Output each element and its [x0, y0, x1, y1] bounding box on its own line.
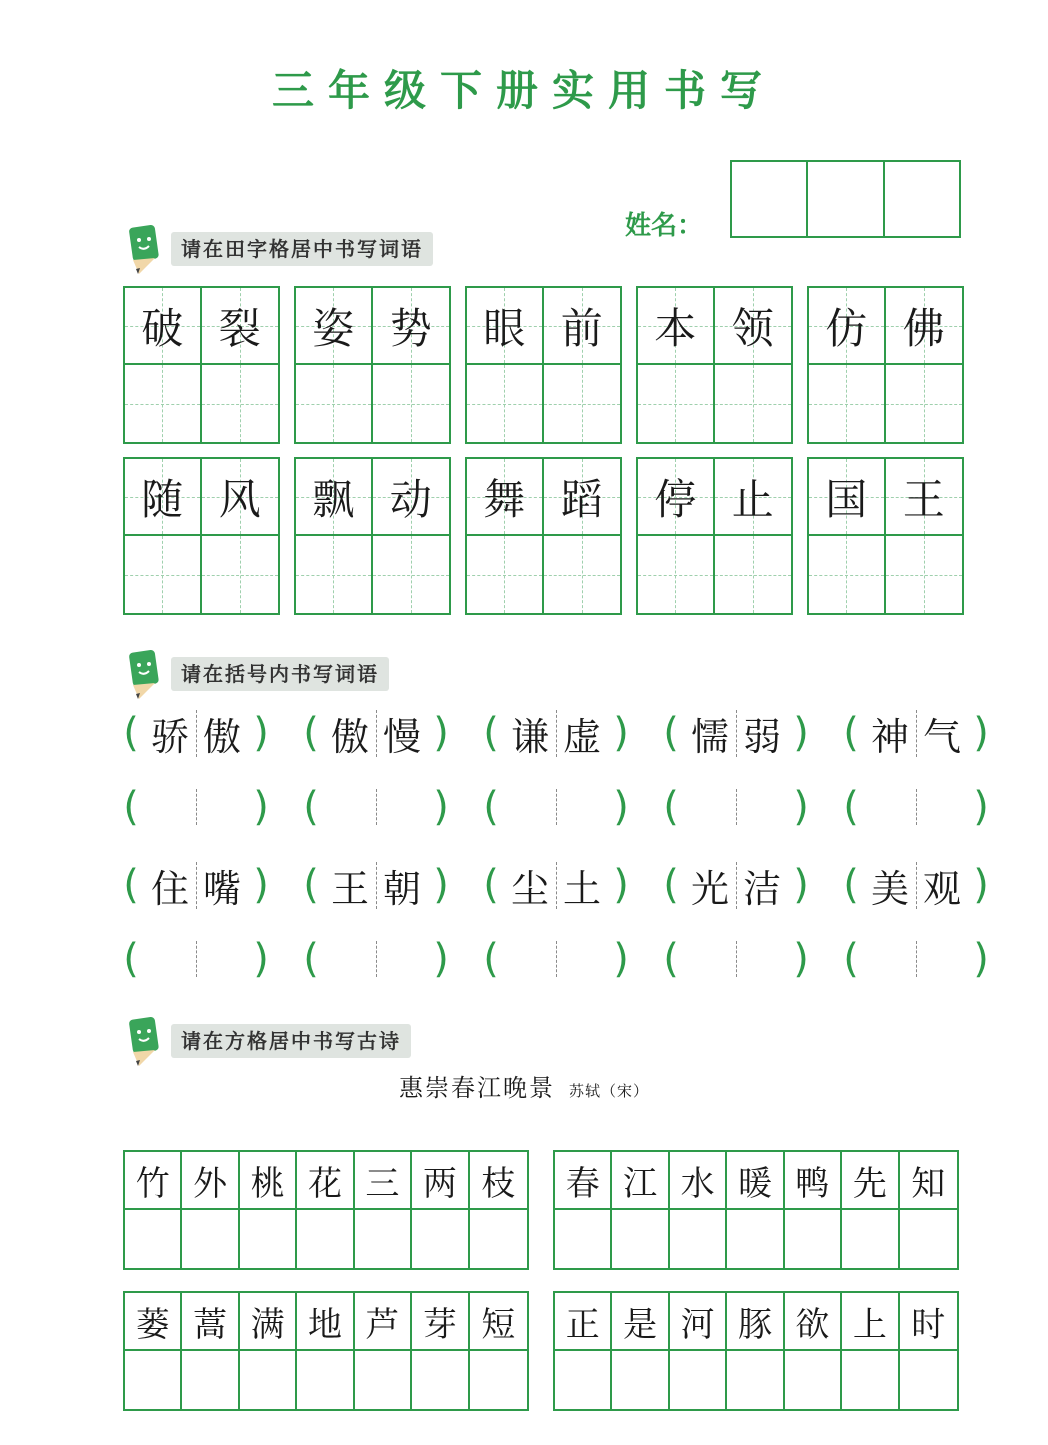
- tianzige-blank-cell[interactable]: [373, 536, 450, 613]
- name-box-2[interactable]: [808, 162, 884, 236]
- poem-char-cell: 暖: [727, 1152, 784, 1210]
- bracket-char: 光: [690, 866, 729, 911]
- poem-blank-cell[interactable]: [670, 1351, 727, 1409]
- poem-char-cell: 上: [842, 1293, 899, 1351]
- bracket-row-2-blank: [122, 932, 1022, 986]
- tianzige-char-cell: [809, 288, 886, 365]
- tianzige-blank-cell[interactable]: [809, 536, 886, 613]
- tianzige-char: 飘: [312, 474, 355, 524]
- poem-char-cell: 水: [670, 1152, 727, 1210]
- poem-blank-cell[interactable]: [125, 1351, 182, 1409]
- poem-char-cell: 正: [555, 1293, 612, 1351]
- poem-blank-cell[interactable]: [900, 1210, 957, 1268]
- left-paren: (: [303, 862, 319, 908]
- bracket-char: 住: [150, 866, 189, 911]
- poem-char-cell: 三: [355, 1152, 412, 1210]
- tianzige-blank-cell[interactable]: [886, 536, 963, 613]
- left-paren: (: [663, 936, 679, 982]
- right-paren: ): [433, 862, 449, 908]
- right-paren: ): [973, 710, 989, 756]
- poem-blank-cell[interactable]: [670, 1210, 727, 1268]
- tianzige-char: 佛: [902, 303, 945, 353]
- right-paren: ): [253, 936, 269, 982]
- poem-char-cell: 春: [555, 1152, 612, 1210]
- tianzige-row-2: [123, 457, 964, 615]
- tianzige-char: 势: [389, 303, 432, 353]
- tianzige-char: 国: [825, 474, 868, 524]
- bracket-word: [122, 706, 302, 760]
- bracket-char: 懦: [690, 714, 729, 759]
- right-paren: ): [253, 710, 269, 756]
- poem-blank-cell[interactable]: [727, 1351, 784, 1409]
- right-paren: ): [433, 710, 449, 756]
- tianzige-char: 眼: [483, 303, 526, 353]
- poem-line-4: [553, 1291, 959, 1411]
- poem-blank-cell[interactable]: [240, 1351, 297, 1409]
- page-title: 三年级下册实用书写: [271, 66, 776, 115]
- right-paren: ): [253, 784, 269, 830]
- tianzige-blank-cell[interactable]: [715, 365, 792, 442]
- poem-char-cell: 时: [900, 1293, 957, 1351]
- bracket-blank[interactable]: [842, 780, 1022, 834]
- pencil-icon: [125, 645, 165, 701]
- tianzige-blank-cell[interactable]: [125, 536, 202, 613]
- poem-char-cell: 桃: [240, 1152, 297, 1210]
- bracket-blank[interactable]: [662, 932, 842, 986]
- poem-author: 苏轼（宋）: [568, 1082, 649, 1100]
- bracket-char: 骄: [150, 714, 189, 759]
- left-paren: (: [123, 784, 139, 830]
- tianzige-blank-cell[interactable]: [202, 365, 279, 442]
- right-paren: ): [973, 936, 989, 982]
- poem-char-cell: 外: [182, 1152, 239, 1210]
- tianzige-char-cell: [886, 288, 963, 365]
- poem-char-cell: 芽: [412, 1293, 469, 1351]
- bracket-row-2: [122, 858, 1022, 912]
- bracket-write-area[interactable]: [504, 937, 608, 981]
- bracket-word: [662, 858, 842, 912]
- bracket-blank[interactable]: [482, 932, 662, 986]
- tianzige-blank-cell[interactable]: [809, 365, 886, 442]
- tianzige-char-cell: [202, 459, 279, 536]
- bracket-char: 傲: [330, 714, 369, 759]
- section-label-2: 请在括号内书写词语: [171, 657, 389, 691]
- poem-blank-cell[interactable]: [125, 1210, 182, 1268]
- bracket-word: [482, 706, 662, 760]
- right-paren: ): [613, 784, 629, 830]
- left-paren: (: [483, 862, 499, 908]
- bracket-blank[interactable]: [302, 780, 482, 834]
- poem-blank-cell[interactable]: [182, 1210, 239, 1268]
- bracket-word: [302, 858, 482, 912]
- tianzige-char: 蹈: [560, 474, 603, 524]
- bracket-char: 土: [562, 866, 601, 911]
- bracket-word: [302, 706, 482, 760]
- name-label: 姓名：: [625, 211, 704, 241]
- right-paren: ): [253, 862, 269, 908]
- poem-title-text: 惠崇春江晚景: [398, 1074, 555, 1102]
- tianzige-blank-cell[interactable]: [296, 536, 373, 613]
- bracket-chars: [324, 706, 428, 761]
- bracket-word: [842, 858, 1022, 912]
- poem-line-3: [123, 1291, 529, 1411]
- tianzige-char-cell: [373, 288, 450, 365]
- bracket-chars: [864, 706, 968, 761]
- bracket-blank[interactable]: [662, 780, 842, 834]
- poem-blank-cell[interactable]: [785, 1210, 842, 1268]
- left-paren: (: [483, 710, 499, 756]
- tianzige-blank-cell[interactable]: [544, 536, 621, 613]
- tianzige-char: 停: [654, 474, 697, 524]
- tianzige-blank-cell[interactable]: [715, 536, 792, 613]
- pencil-icon: [125, 220, 165, 276]
- tianzige-word: [636, 457, 793, 615]
- tianzige-char: 舞: [483, 474, 526, 524]
- bracket-chars: [684, 706, 788, 761]
- bracket-write-area[interactable]: [684, 937, 788, 981]
- bracket-word: [482, 858, 662, 912]
- tianzige-char: 随: [141, 474, 184, 524]
- name-box-1[interactable]: [732, 162, 808, 236]
- right-paren: ): [613, 710, 629, 756]
- tianzige-blank-cell[interactable]: [296, 365, 373, 442]
- section-label-1: 请在田字格居中书写词语: [171, 232, 433, 266]
- poem-char-cell: 两: [412, 1152, 469, 1210]
- bracket-char: 观: [922, 866, 961, 911]
- left-paren: (: [483, 936, 499, 982]
- tianzige-blank-cell[interactable]: [544, 365, 621, 442]
- poem-char-cell: 蒌: [125, 1293, 182, 1351]
- tianzige-blank-cell[interactable]: [125, 365, 202, 442]
- tianzige-word: [807, 286, 964, 444]
- bracket-char: 谦: [510, 714, 549, 759]
- poem-blank-cell[interactable]: [470, 1351, 527, 1409]
- left-paren: (: [303, 710, 319, 756]
- tianzige-char-cell: [715, 459, 792, 536]
- left-paren: (: [303, 936, 319, 982]
- bracket-chars: [144, 706, 248, 761]
- tianzige-row-1: [123, 286, 964, 444]
- poem-blank-cell[interactable]: [355, 1210, 412, 1268]
- tianzige-char-cell: [467, 459, 544, 536]
- poem-char-cell: 豚: [727, 1293, 784, 1351]
- bracket-char: 王: [330, 866, 369, 911]
- bracket-char: 神: [870, 714, 909, 759]
- poem-blank-cell[interactable]: [842, 1351, 899, 1409]
- tianzige-char: 前: [560, 303, 603, 353]
- right-paren: ): [433, 784, 449, 830]
- left-paren: (: [303, 784, 319, 830]
- tianzige-char-cell: [809, 459, 886, 536]
- tianzige-word: [123, 457, 280, 615]
- bracket-write-area[interactable]: [144, 937, 248, 981]
- bracket-write-area[interactable]: [324, 937, 428, 981]
- bracket-char: 洁: [742, 866, 781, 911]
- tianzige-char: 风: [218, 474, 261, 524]
- bracket-char: 美: [870, 866, 909, 911]
- tianzige-word: [465, 286, 622, 444]
- tianzige-word: [294, 457, 451, 615]
- bracket-row-1-blank: [122, 780, 1022, 834]
- tianzige-char-cell: [125, 288, 202, 365]
- poem-char-cell: 花: [297, 1152, 354, 1210]
- poem-char-cell: 鸭: [785, 1152, 842, 1210]
- poem-blank-cell[interactable]: [900, 1351, 957, 1409]
- tianzige-char-cell: [125, 459, 202, 536]
- left-paren: (: [663, 784, 679, 830]
- left-paren: (: [663, 710, 679, 756]
- left-paren: (: [123, 862, 139, 908]
- tianzige-char-cell: [544, 288, 621, 365]
- section-label-3: 请在方格居中书写古诗: [171, 1024, 411, 1058]
- bracket-write-area[interactable]: [864, 937, 968, 981]
- poem-blank-cell[interactable]: [785, 1351, 842, 1409]
- bracket-char: 弱: [742, 714, 781, 759]
- bracket-chars: [324, 858, 428, 913]
- poem-blank-cell[interactable]: [555, 1210, 612, 1268]
- right-paren: ): [433, 936, 449, 982]
- poem-char-cell: 河: [670, 1293, 727, 1351]
- name-boxes[interactable]: [730, 160, 961, 238]
- poem-blank-cell[interactable]: [412, 1351, 469, 1409]
- poem-line-2: [553, 1150, 959, 1270]
- bracket-write-area[interactable]: [864, 785, 968, 829]
- poem-blank-cell[interactable]: [470, 1210, 527, 1268]
- tianzige-word: [465, 457, 622, 615]
- tianzige-char: 破: [141, 303, 184, 353]
- bracket-char: 嘴: [202, 866, 241, 911]
- bracket-write-area[interactable]: [324, 785, 428, 829]
- poem-blank-cell[interactable]: [355, 1351, 412, 1409]
- poem-blank-cell[interactable]: [182, 1351, 239, 1409]
- bracket-chars: [504, 858, 608, 913]
- tianzige-blank-cell[interactable]: [373, 365, 450, 442]
- poem-char-cell: 短: [470, 1293, 527, 1351]
- poem-blank-cell[interactable]: [297, 1210, 354, 1268]
- right-paren: ): [793, 936, 809, 982]
- poem-blank-cell[interactable]: [240, 1210, 297, 1268]
- tianzige-char-cell: [638, 288, 715, 365]
- tianzige-word: [807, 457, 964, 615]
- poem-char-cell: 先: [842, 1152, 899, 1210]
- tianzige-char: 本: [654, 303, 697, 353]
- poem-blank-cell[interactable]: [612, 1210, 669, 1268]
- poem-blank-cell[interactable]: [412, 1210, 469, 1268]
- tianzige-char: 姿: [312, 303, 355, 353]
- poem-blank-cell[interactable]: [727, 1210, 784, 1268]
- bracket-blank[interactable]: [122, 932, 302, 986]
- tianzige-char-cell: [373, 459, 450, 536]
- left-paren: (: [843, 936, 859, 982]
- tianzige-char: 仿: [825, 303, 868, 353]
- poem-char-cell: 蒿: [182, 1293, 239, 1351]
- poem-title: [0, 1068, 1048, 1103]
- tianzige-char-cell: [638, 459, 715, 536]
- bracket-write-area[interactable]: [144, 785, 248, 829]
- tianzige-blank-cell[interactable]: [638, 536, 715, 613]
- right-paren: ): [793, 710, 809, 756]
- bracket-chars: [504, 706, 608, 761]
- poem-char-cell: 枝: [470, 1152, 527, 1210]
- tianzige-char-cell: [202, 288, 279, 365]
- right-paren: ): [973, 784, 989, 830]
- bracket-char: 朝: [382, 866, 421, 911]
- bracket-write-area[interactable]: [504, 785, 608, 829]
- pencil-icon: [125, 1012, 165, 1068]
- bracket-write-area[interactable]: [684, 785, 788, 829]
- tianzige-blank-cell[interactable]: [467, 536, 544, 613]
- tianzige-char-cell: [296, 459, 373, 536]
- bracket-blank[interactable]: [482, 780, 662, 834]
- poem-char-cell: 芦: [355, 1293, 412, 1351]
- poem-blank-cell[interactable]: [297, 1351, 354, 1409]
- bracket-chars: [684, 858, 788, 913]
- bracket-char: 慢: [382, 714, 421, 759]
- name-box-3[interactable]: [885, 162, 959, 236]
- tianzige-blank-cell[interactable]: [467, 365, 544, 442]
- tianzige-char-cell: [544, 459, 621, 536]
- right-paren: ): [793, 784, 809, 830]
- poem-char-cell: 知: [900, 1152, 957, 1210]
- left-paren: (: [843, 862, 859, 908]
- left-paren: (: [843, 710, 859, 756]
- poem-char-cell: 竹: [125, 1152, 182, 1210]
- tianzige-blank-cell[interactable]: [886, 365, 963, 442]
- tianzige-char: 领: [731, 303, 774, 353]
- poem-blank-cell[interactable]: [612, 1351, 669, 1409]
- tianzige-char: 裂: [218, 303, 261, 353]
- left-paren: (: [483, 784, 499, 830]
- bracket-char: 虚: [562, 714, 601, 759]
- right-paren: ): [793, 862, 809, 908]
- bracket-word: [842, 706, 1022, 760]
- bracket-chars: [144, 858, 248, 913]
- bracket-word: [122, 858, 302, 912]
- tianzige-blank-cell[interactable]: [202, 536, 279, 613]
- poem-char-cell: 满: [240, 1293, 297, 1351]
- bracket-chars: [864, 858, 968, 913]
- right-paren: ): [973, 862, 989, 908]
- tianzige-word: [294, 286, 451, 444]
- tianzige-char: 止: [731, 474, 774, 524]
- tianzige-char-cell: [296, 288, 373, 365]
- tianzige-word: [636, 286, 793, 444]
- poem-char-cell: 是: [612, 1293, 669, 1351]
- right-paren: ): [613, 862, 629, 908]
- bracket-word: [662, 706, 842, 760]
- poem-line-1: [123, 1150, 529, 1270]
- poem-blank-cell[interactable]: [842, 1210, 899, 1268]
- left-paren: (: [123, 710, 139, 756]
- bracket-blank[interactable]: [842, 932, 1022, 986]
- tianzige-char-cell: [715, 288, 792, 365]
- tianzige-char: 王: [902, 474, 945, 524]
- tianzige-char-cell: [467, 288, 544, 365]
- right-paren: ): [613, 936, 629, 982]
- left-paren: (: [663, 862, 679, 908]
- left-paren: (: [843, 784, 859, 830]
- bracket-blank[interactable]: [122, 780, 302, 834]
- bracket-blank[interactable]: [302, 932, 482, 986]
- tianzige-blank-cell[interactable]: [638, 365, 715, 442]
- bracket-char: 气: [922, 714, 961, 759]
- bracket-char: 尘: [510, 866, 549, 911]
- tianzige-word: [123, 286, 280, 444]
- bracket-char: 傲: [202, 714, 241, 759]
- poem-blank-cell[interactable]: [555, 1351, 612, 1409]
- poem-char-cell: 欲: [785, 1293, 842, 1351]
- left-paren: (: [123, 936, 139, 982]
- tianzige-char-cell: [886, 459, 963, 536]
- tianzige-char: 动: [389, 474, 432, 524]
- poem-char-cell: 江: [612, 1152, 669, 1210]
- poem-char-cell: 地: [297, 1293, 354, 1351]
- bracket-row-1: [122, 706, 1022, 760]
